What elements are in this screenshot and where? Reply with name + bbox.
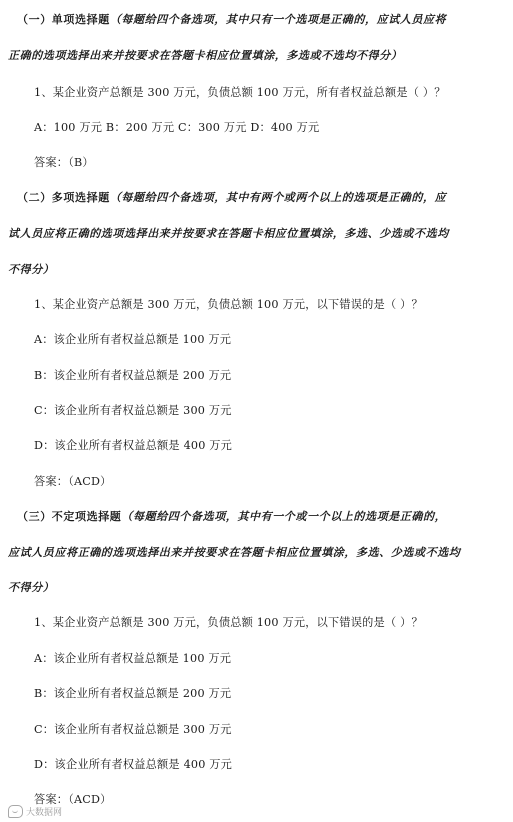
- section1-heading-note-1: （每题给四个备选项，其中只有一个选项是正确的，应试人员应将: [109, 13, 447, 26]
- section3-heading-label: （三）不定项选择题: [17, 510, 122, 523]
- section2-heading-note-3: 不得分）: [8, 263, 55, 276]
- section2-heading-line3: [8, 262, 513, 278]
- section1-question: 1、某企业资产总额是 300 万元，负债总额 100 万元，所有者权益总额是（ ）？: [34, 86, 446, 99]
- section3-option-d: D：该企业所有者权益总额是 400 万元: [34, 758, 233, 771]
- section3-option-b: B：该企业所有者权益总额是 200 万元: [34, 687, 232, 700]
- section3-option-a: A：该企业所有者权益总额是 100 万元: [34, 652, 232, 665]
- section3-heading-note-1: （每题给四个备选项，其中有一个或一个以上的选项是正确的，: [121, 510, 447, 523]
- section2-option-b: B：该企业所有者权益总额是 200 万元: [34, 369, 232, 382]
- section3-heading-note-2: 应试人员应将正确的选项选择出来并按要求在答题卡相应位置填涂，多选、少选或不选均: [8, 546, 461, 559]
- watermark-text: 大数据网: [26, 808, 63, 818]
- section2-heading-note-1: （每题给四个备选项，其中有两个或两个以上的选项是正确的，应: [109, 191, 447, 204]
- section1-heading-line2: [8, 48, 513, 64]
- section3-question: 1、某企业资产总额是 300 万元，负债总额 100 万元，以下错误的是（ ）？: [34, 616, 423, 629]
- section2-heading-line1: [17, 190, 513, 206]
- section1-answer: 答案：（B）: [34, 156, 94, 169]
- section1-options: A：100 万元 B：200 万元 C：300 万元 D：400 万元: [34, 121, 320, 134]
- section2-heading-note-2: 试人员应将正确的选项选择出来并按要求在答题卡相应位置填涂，多选、少选或不选均: [8, 227, 449, 240]
- section3-heading-line2: [8, 545, 513, 561]
- section3-heading-line1: [17, 509, 513, 525]
- chat-bubble-icon: [8, 805, 23, 818]
- section3-heading-line3: [8, 580, 513, 596]
- section2-option-a: A：该企业所有者权益总额是 100 万元: [34, 333, 232, 346]
- section1-heading-note-2: 正确的选项选择出来并按要求在答题卡相应位置填涂，多选或不选均不得分）: [8, 49, 403, 62]
- section1-heading-line1: [17, 12, 513, 28]
- section2-heading-line2: [8, 226, 513, 242]
- section2-answer: 答案：（ACD）: [34, 475, 112, 488]
- section2-option-d: D：该企业所有者权益总额是 400 万元: [34, 439, 233, 452]
- section1-heading-label: （一）单项选择题: [17, 13, 110, 26]
- watermark: [8, 805, 62, 818]
- section3-option-c: C：该企业所有者权益总额是 300 万元: [34, 723, 232, 736]
- section2-question: 1、某企业资产总额是 300 万元，负债总额 100 万元，以下错误的是（ ）？: [34, 298, 423, 311]
- section2-option-c: C：该企业所有者权益总额是 300 万元: [34, 404, 232, 417]
- section3-heading-note-3: 不得分）: [8, 581, 55, 594]
- section3-answer: 答案：（ACD）: [34, 793, 112, 806]
- section2-heading-label: （二）多项选择题: [17, 191, 110, 204]
